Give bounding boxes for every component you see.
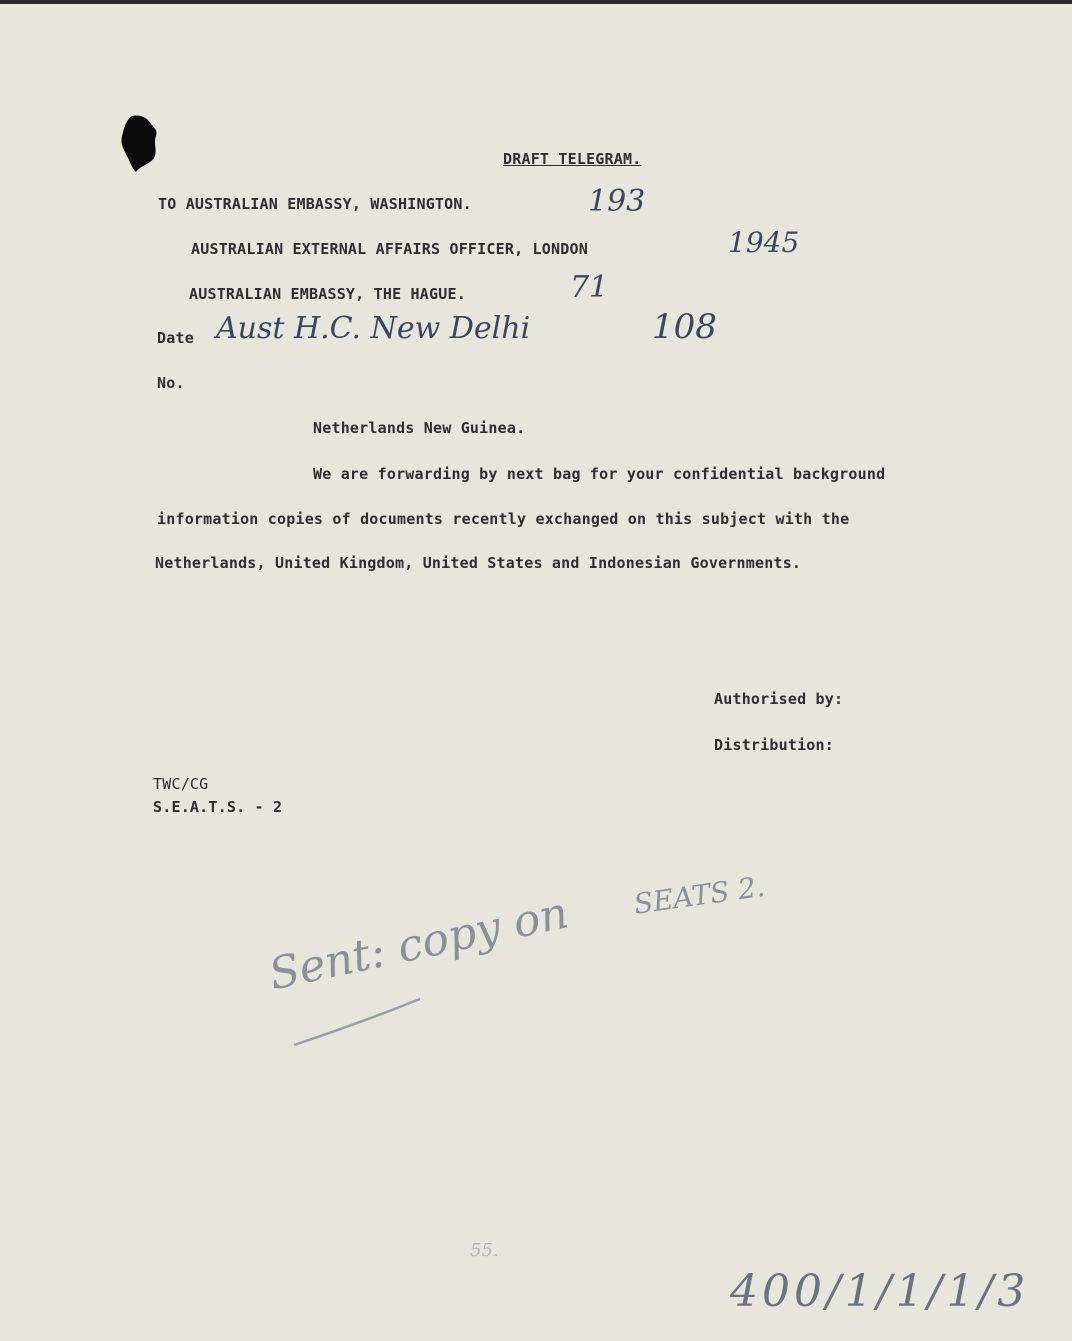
reference-seats: S.E.A.T.S. - 2	[153, 798, 283, 816]
handwritten-faint-note: 55.	[470, 1240, 499, 1261]
subject-line: Netherlands New Guinea.	[313, 419, 526, 437]
recipient-london: AUSTRALIAN EXTERNAL AFFAIRS OFFICER, LONDON	[191, 240, 588, 258]
handwritten-number-washington: 193	[588, 184, 646, 219]
punch-hole	[118, 114, 160, 174]
pencil-underline	[290, 995, 430, 1055]
body-line-1: We are forwarding by next bag for your confidential background	[313, 465, 886, 483]
body-line-3: Netherlands, United Kingdom, United States and Indonesian Governments.	[155, 554, 802, 572]
reference-initials: TWC/CG	[153, 775, 209, 793]
handwritten-seats-note: SEATS 2.	[631, 869, 767, 921]
telegram-heading: DRAFT TELEGRAM.	[503, 150, 642, 168]
handwritten-date-note: Aust H.C. New Delhi	[216, 311, 531, 346]
handwritten-number-delhi: 108	[652, 307, 717, 347]
distribution-label: Distribution:	[714, 736, 834, 754]
handwritten-number-london: 1945	[728, 226, 800, 259]
authorised-by-label: Authorised by:	[714, 690, 844, 708]
number-label: No.	[157, 374, 185, 392]
handwritten-number-hague: 71	[570, 270, 609, 305]
handwritten-sent-note: Sent: copy on	[264, 887, 573, 1001]
date-label: Date	[157, 329, 194, 347]
recipient-washington: TO AUSTRALIAN EMBASSY, WASHINGTON.	[158, 195, 472, 213]
handwritten-file-number: 400/1/1/1/3	[730, 1266, 1030, 1317]
page-edge	[0, 0, 1072, 4]
recipient-hague: AUSTRALIAN EMBASSY, THE HAGUE.	[189, 285, 466, 303]
body-line-2: information copies of documents recently exchanged on this subject with the	[157, 510, 850, 528]
